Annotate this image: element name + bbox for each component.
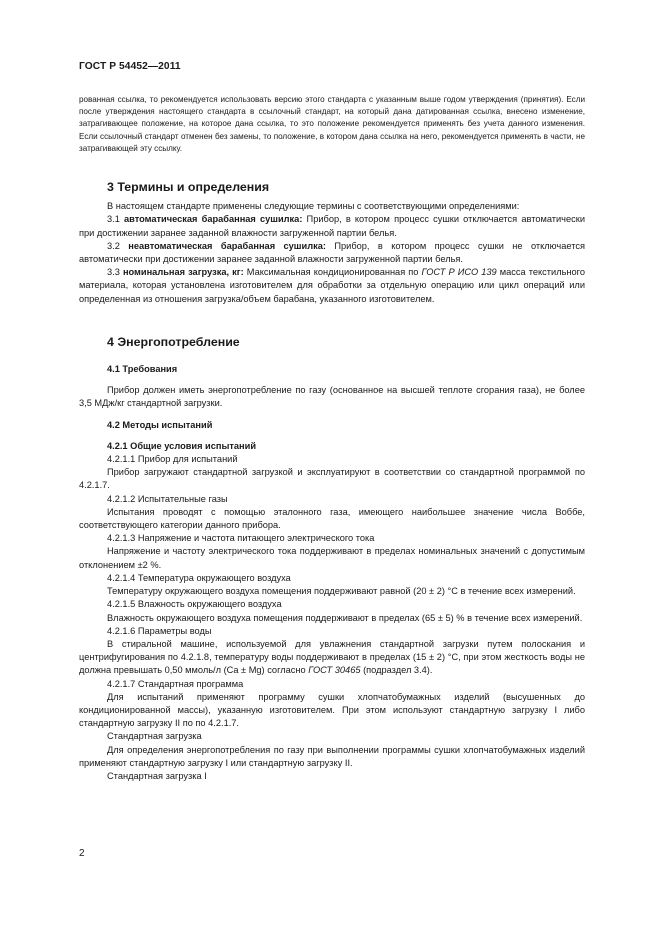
section-3-title: 3 Термины и определения [107, 180, 270, 195]
page-number: 2 [79, 848, 85, 859]
document-body [79, 94, 585, 783]
section-4-2-1-3-text: Напряжение и частоту электрического тока поддерживают в пределах номинальных значений с допустимым отклонением ±2 %. [79, 546, 585, 570]
term-number: 3.3 [107, 267, 123, 278]
section-4-2-1-5-title: 4.2.1.5 Влажность окружающего воздуха [107, 599, 282, 610]
standard-load-1-title: Стандартная загрузка I [107, 770, 207, 781]
standard-load-title: Стандартная загрузка [107, 731, 202, 742]
section-4-2-1-title: 4.2.1 Общие условия испытаний [107, 440, 257, 451]
standard-reference: ГОСТ Р ИСО 139 [421, 267, 497, 278]
document-header: ГОСТ Р 54452—2011 [79, 61, 181, 72]
section-4-2-1-7-title: 4.2.1.7 Стандартная программа [107, 678, 244, 689]
section-4-2-1-6-title: 4.2.1.6 Параметры воды [107, 625, 212, 636]
section-4-2-1-2-title: 4.2.1.2 Испытательные газы [107, 493, 228, 504]
term-definition-cont: масса текстильного материала, которая установлена изготовителем для обработки за отдельную операцию или цикл операций или определенная из отношения загрузка/объем барабана, указанного изготовителем. [79, 267, 585, 304]
section-4-2-1-2-text: Испытания проводят с помощью эталонного газа, имеющего наибольшее значение числа Воббе, соответствующего категории данного прибора. [79, 506, 585, 531]
section-4-2-1-7-text: Для испытаний применяют программу сушки хлопчатобумажных изделий (высушенных до кондиционированной массы), указанную изготовителем. При этом используют стандартную загрузку I либо стандартную загрузку II по по 4.2.1.7. [79, 691, 585, 729]
section-4-2-1-4-title: 4.2.1.4 Температура окружающего воздуха [107, 572, 291, 583]
term-3-2 [79, 240, 585, 266]
term-definition: Прибор, в котором процесс сушки не отключается автоматически при достижении заранее заданной влажности загруженной партии белья. [79, 240, 585, 265]
section-4-2-1-1-text: Прибор загружают стандартной загрузкой и эксплуатируют в соответствии со стандартной программой по 4.2.1.7. [79, 467, 585, 491]
term-definition: Максимальная кондиционированная по [243, 267, 422, 278]
term-3-3 [79, 266, 585, 306]
term-name: автоматическая барабанная сушилка: [124, 214, 303, 225]
section-4-2-1-1-title: 4.2.1.1 Прибор для испытаний [107, 454, 238, 465]
paragraph-text: В стиральной машине, используемой для увлажнения стандартной загрузки путем полоскания и центрифугирования по 4.2.1.8, температуру воды поддерживают в пределах (15 ± 2) °С, при этом жесткость воды не должна превышать 0,50 ммоль/л (Ca ± Mg) согласно [79, 638, 585, 676]
section-4-2-1-5-text: Влажность окружающего воздуха помещения поддерживают в пределах (65 ± 5) % в течение всех измерений. [107, 612, 583, 623]
term-number: 3.1 [107, 214, 125, 225]
section-4-2-title: 4.2 Методы испытаний [107, 419, 213, 430]
section-4-1-title: 4.1 Требования [107, 364, 178, 375]
section-4-2-1-4-text: Температуру окружающего воздуха помещения поддерживают равной (20 ± 2) °С в течение всех измерений. [107, 586, 576, 597]
standard-load-text: Для определения энергопотребления по газу при выполнении программы сушки хлопчатобумажных изделий применяют стандартную загрузку I или стандартную загрузку II. [79, 744, 585, 768]
section-4-1-text: Прибор должен иметь энергопотребление по газу (основанное на высшей теплоте сгорания газа), не более 3,5 МДж/кг стандартной загрузки. [79, 385, 585, 409]
section-4-2-1-3-title: 4.2.1.3 Напряжение и частота питающего электрического тока [107, 533, 375, 544]
section-4-2-1-6-text [79, 638, 585, 678]
section-4-title: 4 Энергопотребление [107, 334, 240, 349]
standard-reference: ГОСТ 30465 [308, 665, 361, 676]
term-name: номинальная загрузка, кг: [122, 267, 244, 278]
term-definition: Прибор, в котором процесс сушки отключается автоматически при достижении заранее заданной влажности загруженной партии белья. [79, 214, 585, 238]
term-number: 3.2 [107, 240, 129, 251]
paragraph-text-cont: (подраздел 3.4). [360, 665, 433, 676]
intro-paragraph: рованная ссылка, то рекомендуется использовать версию этого стандарта с указанным выше годом утверждения (принятия). Если после утверждения настоящего стандарта в ссылочный стандарт, на который дана датированная ссылка, внесено изменение, затрагивающее положение, на которое дана ссылка, то это положение рекомендуется применять без учета данного изменения. Если ссылочный стандарт отменен без замены, то положение, в котором дана ссылка на него, рекомендуется применять в части, не затрагивающей эту ссылку. [79, 95, 585, 153]
term-name: неавтоматическая барабанная сушилка: [128, 240, 326, 251]
term-3-1 [79, 213, 585, 239]
section-3-lead: В настоящем стандарте применены следующие термины с соответствующими определениями: [107, 201, 520, 212]
